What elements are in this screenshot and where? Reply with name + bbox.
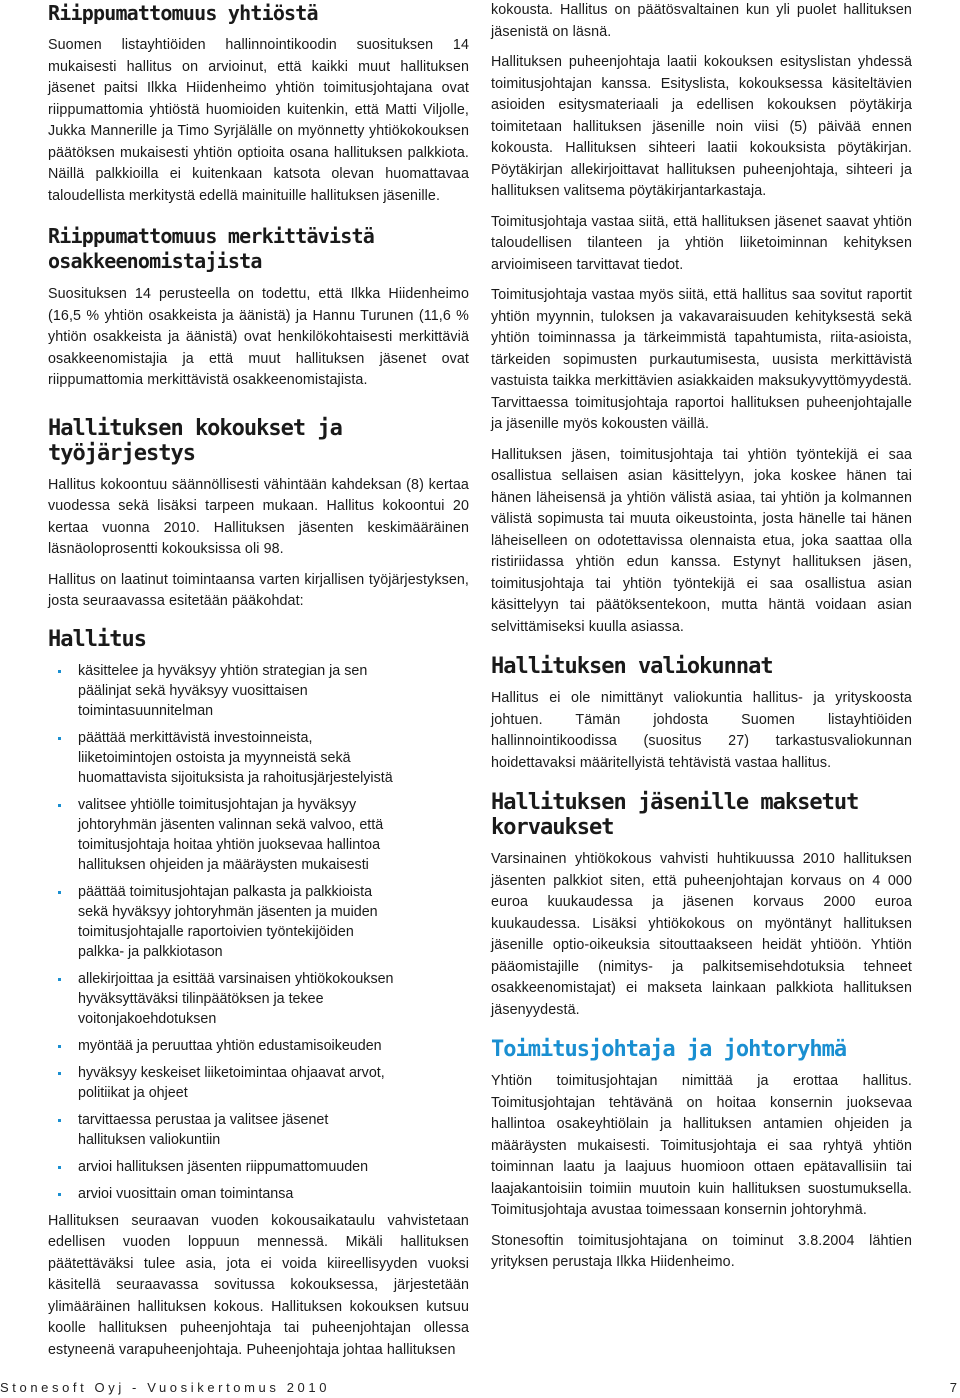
page-footer (0, 1380, 960, 1398)
heading-board-meetings: Hallituksen kokoukset ja työjärjestys (48, 415, 342, 466)
list-item: käsittelee ja hyväksyy yhtiön strategian ja sen päälinjat sekä hyväksyy vuosittaisen toimintasuunnitelman (48, 661, 469, 721)
list-item: tarvittaessa perustaa ja valitsee jäsenet hallituksen valiokuntiin (48, 1110, 469, 1150)
paragraph-rules-of-procedure: Hallitus on laatinut toimintaansa varten kirjallisen työjärjestyksen, josta seuraavassa esitetään pääkohdat: (48, 571, 469, 609)
list-item: valitsee yhtiölle toimitusjohtajan ja hyväksyy johtoryhmän jäsenten valinnan sekä valvoo, että toimitusjohtaja hoitaa yhtiön juoksevaa hallintoa hallituksen ohjeiden ja määräysten mukaisesti (48, 795, 469, 875)
list-item: päättää toimitusjohtajan palkasta ja palkkioista sekä hyväksyy johtoryhmän jäsenten ja muiden toimitusjohtajalle raportoivien työntekijöiden palkka- ja palkkiotason (48, 882, 469, 962)
paragraph-ceo-reports: Toimitusjohtaja vastaa myös siitä, että hallitus saa sovitut raportit yhtiön myynnin, tuloksen ja vakavaraisuuden kehityksestä sekä yhtiön toiminnassa ja tärkeimmistä tapahtumista, riita-asioista, tärkeiden sopimusten purkautumisesta, uusista merkittävistä vastuista taikka merkittävien asiakkaiden maksukyvyttömyydestä. Tarvittaessa toimitusjohtaja raportoi hallituksen puheenjohtajalle ja jäsenille myös kokousten väillä. (491, 287, 912, 432)
paragraph-company-independence: Suomen listayhtiöiden hallinnointikoodin suosituksen 14 mukaisesti hallitus on arvioinut, että kaikki muut hallituksen jäsenet paitsi Ilkka Hiidenheimo yhtiön toimitusjohtajana ovat riippumattomia yhtiöstä huomioiden kuitenkin, että Matti Viljolle, Jukka Mannerille ja Timo Syrjälälle on myönnetty yhtiökokouksen päätöksen mukaisesti yhtiön optioita osana hallituksen palkkiota. Näillä palkkioilla ei kuitenkaan katsota olevan huomattavaa taloudellista merkitystä edellä mainituille hallituksen jäsenille. (48, 37, 469, 204)
list-item: hyväksyy keskeiset liiketoimintaa ohjaavat arvot, politiikat ja ohjeet (48, 1063, 469, 1103)
left-column (48, 0, 469, 1370)
paragraph-meeting-schedule: Hallituksen seuraavan vuoden kokousaikataulu vahvistetaan edellisen vuoden loppuun mennessä. Mikäli hallituksen päätettäväksi tulee asia, jota ei voida kiireellisyyden vuoksi käsitellä seuraavassa sovitussa kokouksessa, järjestetään ylimääräinen hallituksen kokous. Hallituksen kokouksen kutsuu koolle hallituksen puheenjohtaja tai puheenjohtajan ollessa estyneenä varapuheenjohtaja. Puheenjohtaja johtaa hallituksen (48, 1212, 469, 1358)
heading-company-independence: Riippumattomuus yhtiöstä (48, 1, 318, 25)
footer-title: Stonesoft Oyj - Vuosikertomus 2010 (0, 1380, 331, 1395)
list-item: allekirjoittaa ja esittää varsinaisen yhtiökokouksen hyväksyttäväksi tilinpäätöksen ja tekee voitonjakoehdotuksen (48, 969, 469, 1029)
list-item: arvioi vuosittain oman toimintansa (48, 1184, 469, 1204)
paragraph-conflict-of-interest: Hallituksen jäsen, toimitusjohtaja tai yhtiön työntekijä ei saa osallistua sellaisen asian käsittelyyn, joka koskee hänen tai hänen läheisensä ja yhtiön välistä asiaa, tai yhtiön ja kolmannen välistä sopimusta tai muuta oikeustointa, josta hänelle tai hänen läheiselleen on odotettavissa olennaista etua, joka saattaa olla ristiriidassa yhtiön edun kanssa. Estynyt hallituksen jäsen, toimitusjohtaja tai yhtiön työntekijä ei saa osallistua asian käsittelyyn tai päätöksentekoon, mutta häntä voidaan asian selvittämiseksi kuulla asiassa. (491, 446, 912, 635)
paragraph-agenda: Hallituksen puheenjohtaja laatii kokouksen esityslistan yhdessä toimitusjohtajan kanssa. Esityslista, kokouksessa käsiteltävien asioiden esitysmateriaali ja edellisen kokouksen pöytäkirja toimitetaan hallituksen jäsenille noin viisi (5) päivää ennen kokousta. Hallituksen sihteeri laatii kokouksista pöytäkirjan. Pöytäkirjan allekirjoittavat hallituksen puheenjohtaja, sihteeri ja hallituksen valitsema pöytäkirjantarkastaja. (491, 54, 912, 199)
paragraph-board-meetings: Hallitus kokoontuu säännöllisesti vähintään kahdeksan (8) kertaa vuodessa sekä lisäksi tarpeen mukaan. Hallitus kokoontui 20 kertaa vuonna 2010. Hallituksen jäsenten keskimääräinen läsnäoloprosentti kokouksissa oli 98. (48, 476, 469, 557)
paragraph-ceo-information: Toimitusjohtaja vastaa siitä, että hallituksen jäsenet saavat yhtiön taloudellisen tilanteen ja yhtiön liiketoiminnan kehityksen arvioimiseen tarvittavat tiedot. (491, 213, 912, 273)
heading-board: Hallitus (48, 626, 146, 652)
list-item: myöntää ja peruuttaa yhtiön edustamisoikeuden (48, 1036, 469, 1056)
paragraph-quorum: kokousta. Hallitus on päätösvaltainen kun yli puolet hallituksen jäsenistä on läsnä. (491, 2, 912, 40)
paragraph-ceo-since: Stonesoftin toimitusjohtajana on toiminut 3.8.2004 lähtien yrityksen perustaja Ilkka Hiidenheimo. (491, 1232, 912, 1270)
heading-ceo-and-management: Toimitusjohtaja ja johtoryhmä (491, 1037, 847, 1062)
heading-shareholder-independence: Riippumattomuus merkittävistä osakkeenomistajista (48, 224, 374, 273)
paragraph-shareholder-independence: Suosituksen 14 perusteella on todettu, että Ilkka Hiidenheimo (16,5 % yhtiön osakkeista ja äänistä) ja Hannu Turunen (11,6 % yhtiön osakkeista ja äänistä) ovat henkilökohtaisesti merkittäviä osakkeenomistajia ja että muut hallituksen jäsenet ovat riippumattomia merkittävistä osakkeenomistajista. (48, 286, 469, 388)
right-column (491, 0, 912, 1283)
paragraph-ceo-role: Yhtiön toimitusjohtajan nimittää ja erottaa hallitus. Toimitusjohtajan tehtävänä on hoitaa konsernin juoksevaa hallintoa osakeyhtiölain ja hallituksen antamien ohjeiden ja määräysten mukaisesti. Toimitusjohtaja ei saa ryhtyä yhtiön toiminnan laatu ja laajuus huomioon ottaen epätavallisiin tai laajakantoisiin toimiin muutoin kuin hallituksen suostumuksella. Toimitusjohtaja avustaa toimessaan konsernin johtoryhmä. (491, 1073, 912, 1218)
page-number: 7 (949, 1380, 957, 1395)
list-item: arvioi hallituksen jäsenten riippumattomuuden (48, 1157, 469, 1177)
paragraph-committees: Hallitus ei ole nimittänyt valiokuntia hallitus- ja yrityskoosta johtuen. Tämän johdosta Suomen listayhtiöiden hallinnointikoodissa (suositus 27) tarkastusvaliokunnan hoidettavaksi määritellyistä tehtävistä vastaa hallitus. (491, 690, 912, 771)
paragraph-board-compensation: Varsinainen yhtiökokous vahvisti huhtikuussa 2010 hallituksen jäsenten palkkiot siten, että puheenjohtajan korvaus on 4 000 euroa kuukaudessa ja jäsenen korvaus 2000 euroa kuukaudessa. Lisäksi yhtiökokous on myöntänyt hallituksen jäsenille optio-oikeuksia sitouttaakseen heidät yhtiöön. Yhtiön pääomistajille (nimitys- ja palkitsemisehdotuksia tehneet osakkeenomistajat) ei makseta lainkaan palkkiota hallituksen jäsenyydestä. (491, 851, 912, 1018)
heading-committees: Hallituksen valiokunnat (491, 654, 773, 679)
list-item: päättää merkittävistä investoinneista, liiketoimintojen ostoista ja myynneistä sekä huomattavista sijoituksista ja rahoitusjärjestelyistä (48, 728, 469, 788)
board-duties-list (48, 661, 469, 1204)
heading-board-compensation: Hallituksen jäsenille maksetut korvaukset (491, 790, 859, 840)
